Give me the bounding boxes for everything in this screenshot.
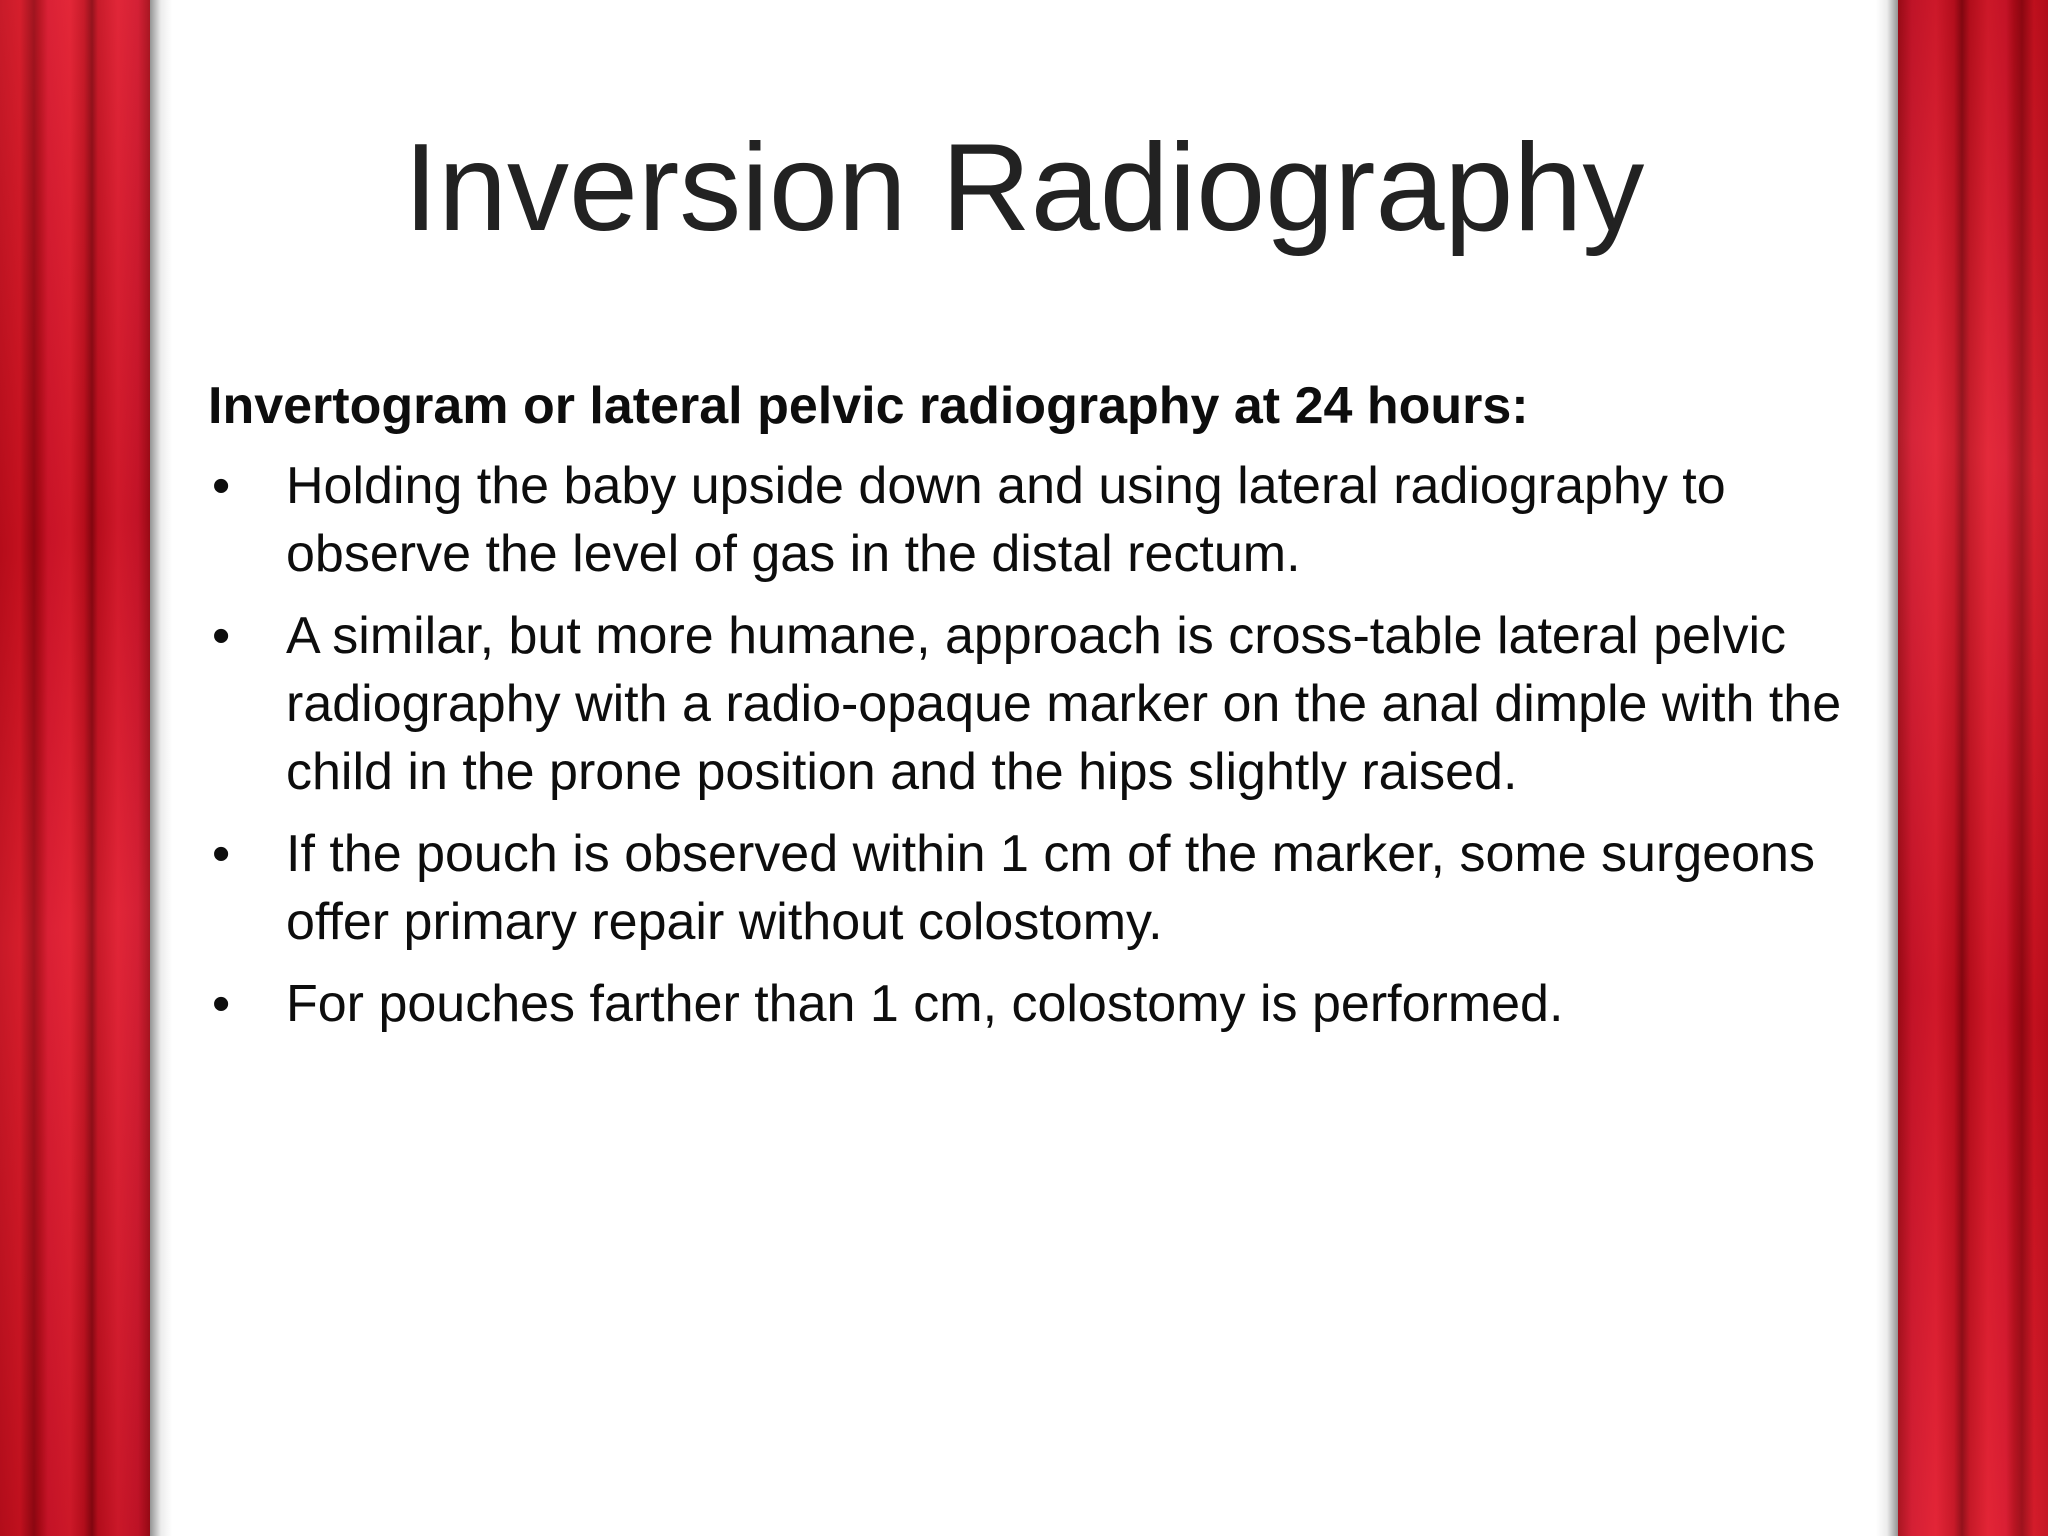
bullet-text: Holding the baby upside down and using lateral radiography to observe the level of gas in the distal rectum. [286,457,1726,583]
bullet-text: If the pouch is observed within 1 cm of the marker, some surgeons offer primary repair without colostomy. [286,825,1815,951]
left-red-border [0,0,150,1536]
slide-content [208,372,1858,1052]
bullet-icon: • [212,825,231,883]
bullet-item [208,452,1858,588]
bullet-list [208,452,1858,1038]
bullet-icon: • [212,607,231,665]
bullet-item [208,820,1858,956]
subheading: Invertogram or lateral pelvic radiography at 24 hours: [208,377,1529,435]
right-border-shadow [1876,0,1898,1536]
bullet-item [208,602,1858,806]
bullet-item [208,970,1858,1038]
bullet-text: For pouches farther than 1 cm, colostomy is performed. [286,975,1564,1033]
bullet-icon: • [212,975,231,1033]
slide-title: Inversion Radiography [403,119,1645,257]
bullet-text: A similar, but more humane, approach is cross-table lateral pelvic radiography with a radio-opaque marker on the anal dimple with the child in the prone position and the hips slightly raised. [286,607,1842,801]
right-red-border [1898,0,2048,1536]
bullet-icon: • [212,457,231,515]
left-border-shadow [150,0,172,1536]
